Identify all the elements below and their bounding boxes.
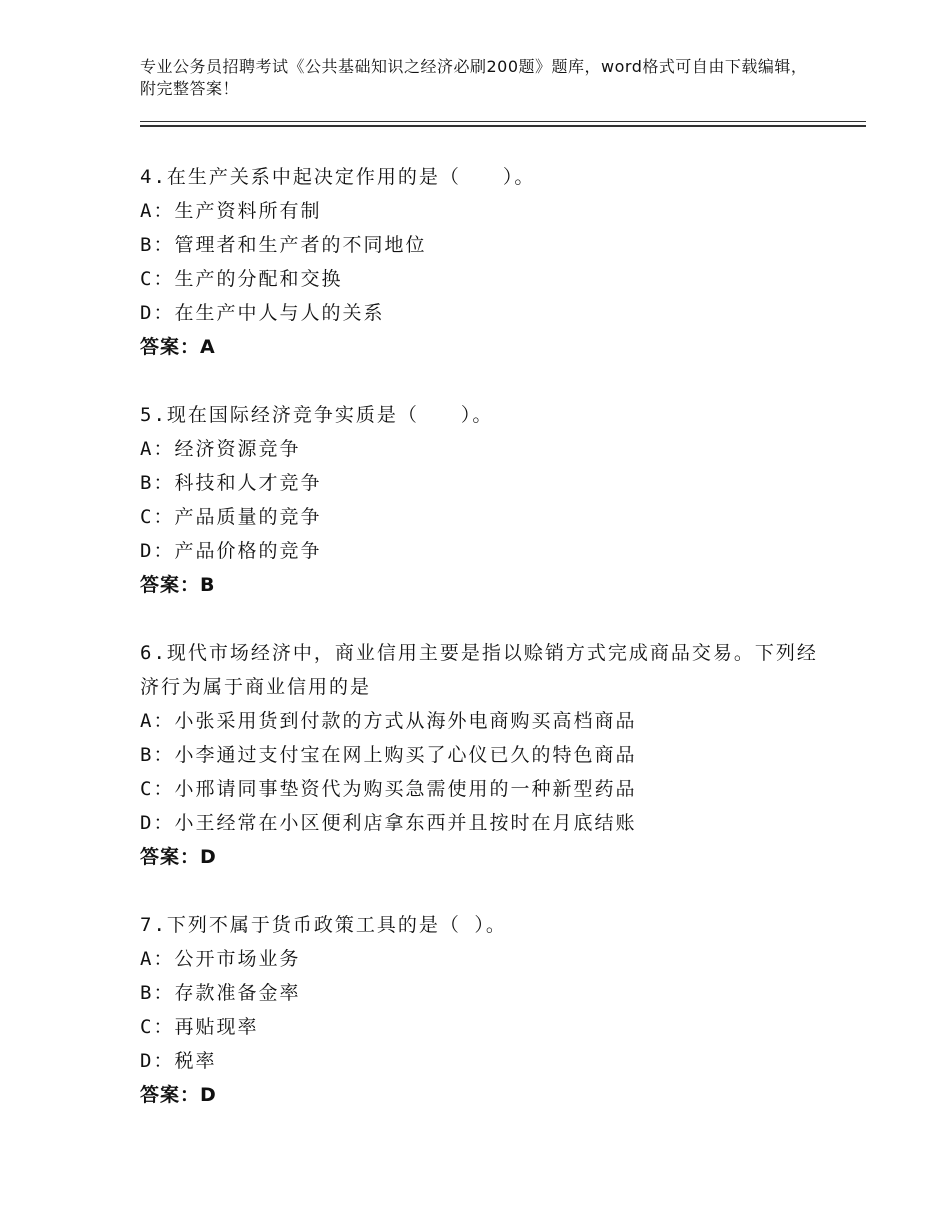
answer-line: 答案：D bbox=[140, 1084, 217, 1106]
option-c: C：再贴现率 bbox=[140, 1016, 259, 1038]
option-a: A：小张采用货到付款的方式从海外电商购买高档商品 bbox=[140, 710, 637, 732]
question-stem: 5.现在国际经济竞争实质是（ ）。 bbox=[140, 404, 494, 426]
document-header bbox=[140, 56, 820, 100]
option-b: B：小李通过支付宝在网上购买了心仪已久的特色商品 bbox=[140, 744, 637, 766]
header-title: 专业公务员招聘考试《公共基础知识之经济必刷200题》题库，word格式可自由下载编辑，附完整答案！ bbox=[140, 57, 808, 98]
option-a: A：生产资料所有制 bbox=[140, 200, 322, 222]
question-4 bbox=[140, 160, 820, 364]
option-d: D：税率 bbox=[140, 1050, 217, 1072]
question-6 bbox=[140, 636, 820, 874]
answer-line: 答案：A bbox=[140, 336, 216, 358]
question-list bbox=[140, 160, 820, 1146]
question-stem: 6.现代市场经济中，商业信用主要是指以赊销方式完成商品交易。下列经济行为属于商业信用的是 bbox=[140, 642, 818, 698]
header-divider-thick bbox=[140, 125, 866, 127]
question-stem: 7.下列不属于货币政策工具的是（ ）。 bbox=[140, 914, 507, 936]
header-divider-thin bbox=[140, 121, 866, 122]
option-a: A：经济资源竞争 bbox=[140, 438, 301, 460]
option-c: C：小邢请同事垫资代为购买急需使用的一种新型药品 bbox=[140, 778, 637, 800]
option-c: C：生产的分配和交换 bbox=[140, 268, 343, 290]
option-c: C：产品质量的竞争 bbox=[140, 506, 322, 528]
option-b: B：管理者和生产者的不同地位 bbox=[140, 234, 427, 256]
question-7 bbox=[140, 908, 820, 1112]
option-d: D：产品价格的竞争 bbox=[140, 540, 322, 562]
option-a: A：公开市场业务 bbox=[140, 948, 301, 970]
answer-line: 答案：D bbox=[140, 846, 217, 868]
answer-line: 答案：B bbox=[140, 574, 216, 596]
question-5 bbox=[140, 398, 820, 602]
question-stem: 4.在生产关系中起决定作用的是（ ）。 bbox=[140, 166, 536, 188]
option-d: D：在生产中人与人的关系 bbox=[140, 302, 385, 324]
option-b: B：科技和人才竞争 bbox=[140, 472, 322, 494]
option-d: D：小王经常在小区便利店拿东西并且按时在月底结账 bbox=[140, 812, 637, 834]
option-b: B：存款准备金率 bbox=[140, 982, 301, 1004]
